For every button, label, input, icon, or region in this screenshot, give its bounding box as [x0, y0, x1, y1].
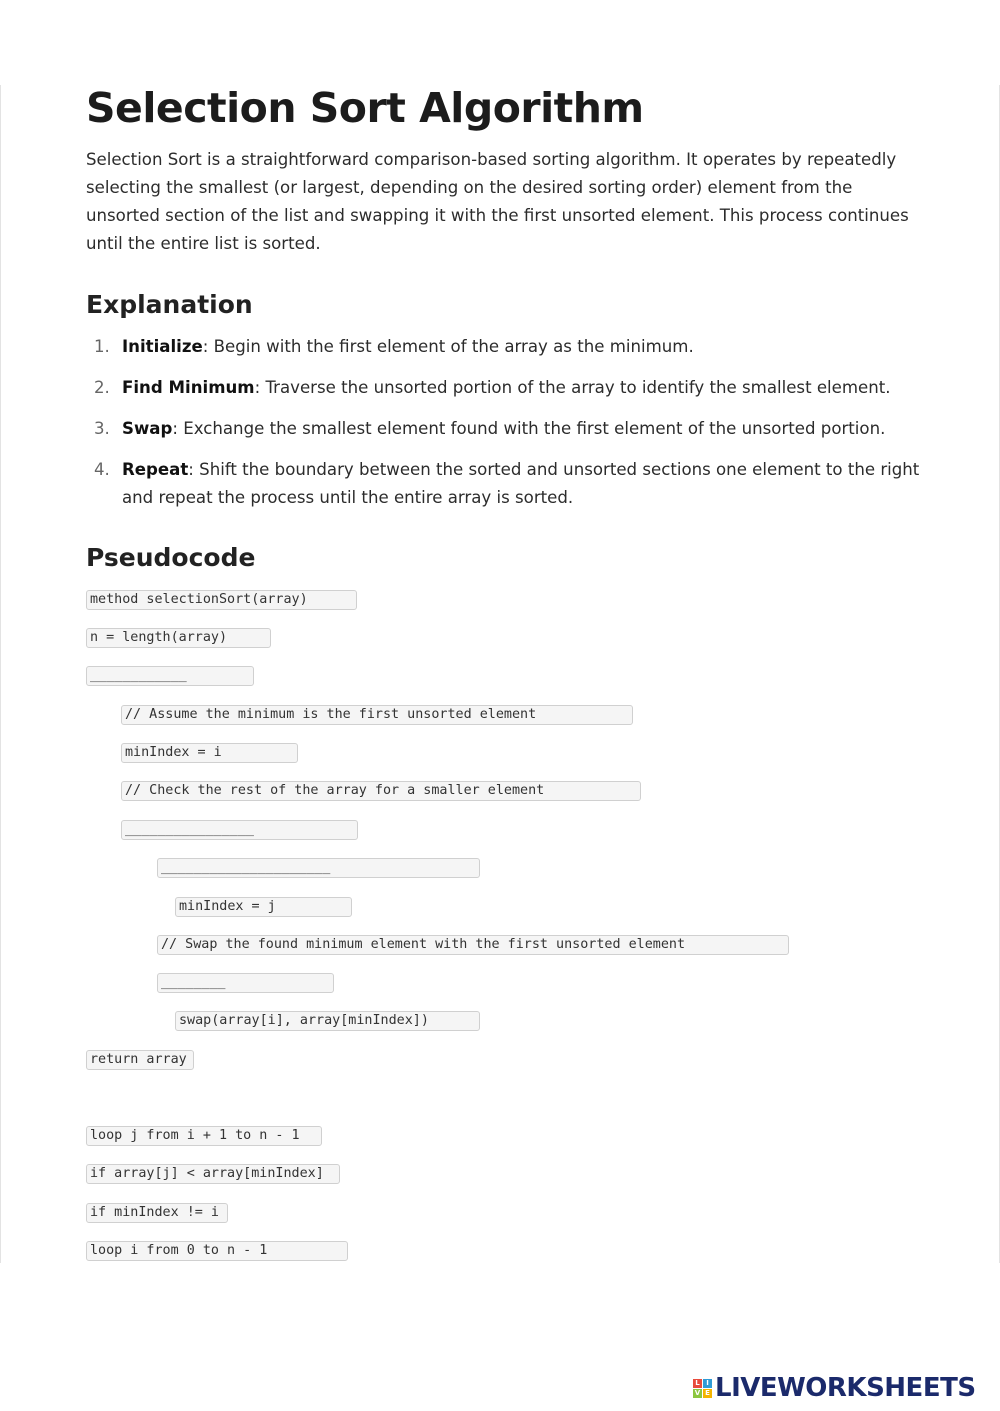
- step-number: 3.: [94, 419, 110, 438]
- logo-mark-letter: V: [694, 1388, 701, 1397]
- code-line: minIndex = j: [175, 897, 352, 917]
- step-term: Find Minimum: [122, 378, 255, 397]
- liveworksheets-logo: [693, 1372, 976, 1404]
- page-title: Selection Sort Algorithm: [86, 84, 644, 132]
- answer-blank[interactable]: ________________: [121, 820, 358, 840]
- code-line: minIndex = i: [121, 743, 298, 763]
- step-number: 1.: [94, 337, 110, 356]
- page-border-left: [0, 85, 1, 1263]
- logo-mark-letter: I: [703, 1379, 712, 1388]
- code-comment: // Assume the minimum is the first unsorted element: [121, 705, 633, 725]
- logo-mark-letter: E: [703, 1389, 712, 1398]
- step-item: [86, 374, 926, 402]
- answer-option[interactable]: loop j from i + 1 to n - 1: [86, 1126, 322, 1146]
- step-text: : Shift the boundary between the sorted and unsorted sections one element to the right and repeat the process until the entire array is sorted.: [122, 460, 920, 507]
- step-term: Swap: [122, 419, 173, 438]
- intro-paragraph: Selection Sort is a straightforward comparison-based sorting algorithm. It operates by repeatedly selecting the smallest (or largest, depending on the desired sorting order) element from the unsorted section of the list and swapping it with the first unsorted element. This process continues until the entire list is sorted.: [86, 150, 909, 253]
- step-number: 2.: [94, 378, 110, 397]
- step-item: [86, 456, 926, 512]
- answer-blank[interactable]: ____________: [86, 666, 254, 686]
- logo-mark-icon: [693, 1379, 712, 1398]
- code-line: method selectionSort(array): [86, 590, 357, 610]
- explanation-heading: Explanation: [86, 290, 253, 319]
- code-comment: // Check the rest of the array for a smaller element: [121, 781, 641, 801]
- step-item: [86, 415, 926, 443]
- step-item: [86, 333, 926, 361]
- answer-option[interactable]: loop i from 0 to n - 1: [86, 1241, 348, 1261]
- answer-blank[interactable]: ________: [157, 973, 334, 993]
- pseudocode-heading: Pseudocode: [86, 543, 256, 572]
- step-text: : Traverse the unsorted portion of the array to identify the smallest element.: [254, 378, 891, 397]
- code-line: swap(array[i], array[minIndex]): [175, 1011, 480, 1031]
- step-term: Repeat: [122, 460, 189, 479]
- code-line: return array: [86, 1050, 194, 1070]
- step-text: : Exchange the smallest element found with the first element of the unsorted portion.: [172, 419, 886, 438]
- answer-blank[interactable]: _____________________: [157, 858, 480, 878]
- explanation-steps: [86, 333, 926, 525]
- step-text: : Begin with the first element of the array as the minimum.: [202, 337, 694, 356]
- code-line: n = length(array): [86, 628, 271, 648]
- answer-option[interactable]: if array[j] < array[minIndex]: [86, 1164, 340, 1184]
- logo-mark-letter: L: [693, 1379, 702, 1388]
- logo-text: LIVEWORKSHEETS: [715, 1373, 976, 1403]
- step-number: 4.: [94, 460, 110, 479]
- answer-option[interactable]: if minIndex != i: [86, 1203, 228, 1223]
- code-comment: // Swap the found minimum element with the first unsorted element: [157, 935, 789, 955]
- step-term: Initialize: [122, 337, 203, 356]
